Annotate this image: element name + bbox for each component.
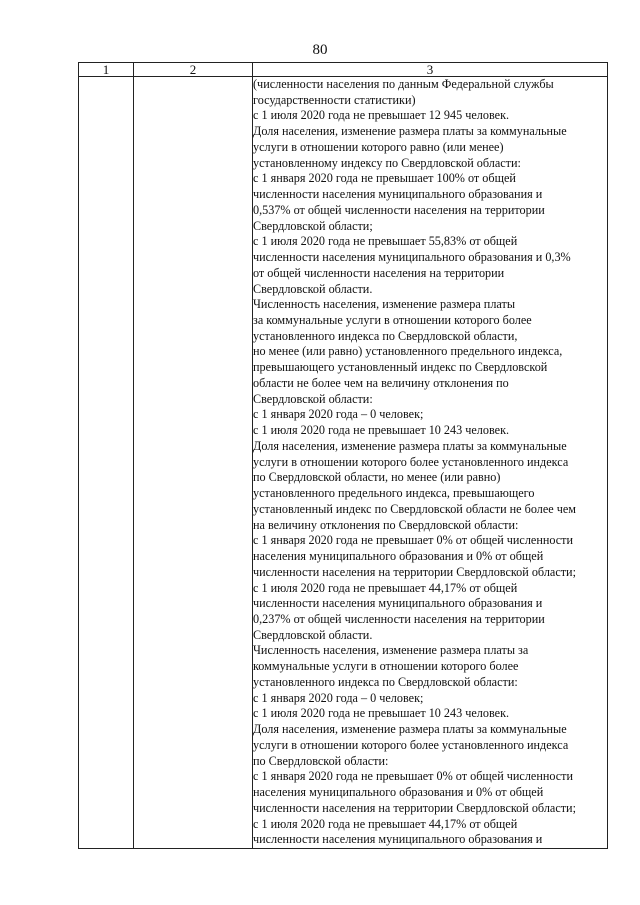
- text-line: по Свердловской области:: [253, 753, 389, 768]
- table-row: [79, 77, 608, 849]
- text-line: с 1 июля 2020 года не превышает 55,83% от общей: [253, 234, 518, 249]
- text-line: численности населения муниципального образования и: [253, 187, 543, 202]
- text-line: установленному индексу по Свердловской области:: [253, 155, 521, 170]
- text-line: с 1 июля 2020 года не превышает 44,17% от общей: [253, 580, 518, 595]
- text-line: Доля населения, изменение размера платы за коммунальные: [253, 722, 567, 737]
- column-header-2: 2: [134, 63, 253, 77]
- text-line: от общей численности населения на территории: [253, 265, 505, 280]
- column-2-cell: [134, 77, 253, 849]
- text-line: услуги в отношении которого более установленного индекса: [253, 737, 569, 752]
- text-line: установленного предельного индекса, превышающего: [253, 486, 535, 501]
- text-line: 0,537% от общей численности населения на территории: [253, 202, 545, 217]
- text-line: с 1 июля 2020 года не превышает 10 243 человек.: [253, 706, 510, 721]
- page-number: 80: [312, 42, 328, 58]
- text-line: Численность населения, изменение размера платы: [253, 297, 516, 312]
- text-line: по Свердловской области, но менее (или равно): [253, 470, 501, 485]
- text-line: населения муниципального образования и 0% от общей: [253, 549, 544, 564]
- text-line: области не более чем на величину отклонения по: [253, 375, 509, 390]
- column-1-cell: [79, 77, 134, 849]
- table-header-row: [79, 63, 608, 77]
- column-3-cell: [253, 77, 608, 849]
- text-line: превышающего установленный индекс по Свердловской: [253, 360, 548, 375]
- text-line: установленного индекса по Свердловской области:: [253, 674, 518, 689]
- text-line: (численности населения по данным Федеральной службы: [253, 77, 554, 91]
- text-line: за коммунальные услуги в отношении которого более: [253, 313, 532, 328]
- text-line: Доля населения, изменение размера платы за коммунальные: [253, 438, 567, 453]
- text-line: услуги в отношении которого более установленного индекса: [253, 454, 569, 469]
- text-line: Свердловской области:: [253, 391, 373, 406]
- text-line: на величину отклонения по Свердловской области:: [253, 517, 519, 532]
- document-table: [78, 62, 608, 849]
- text-line: численности населения муниципального образования и: [253, 596, 543, 611]
- column-header-1: 1: [79, 63, 134, 77]
- text-line: установленный индекс по Свердловской области не более чем: [253, 501, 576, 516]
- text-line: Свердловской области.: [253, 281, 373, 296]
- text-line: Численность населения, изменение размера платы за: [253, 643, 529, 658]
- text-line: услуги в отношении которого равно (или менее): [253, 139, 504, 154]
- text-line: коммунальные услуги в отношении которого более: [253, 659, 519, 674]
- text-line: с 1 января 2020 года – 0 человек;: [253, 407, 424, 422]
- text-line: Свердловской области;: [253, 218, 373, 233]
- text-line: но менее (или равно) установленного предельного индекса,: [253, 344, 563, 359]
- text-line: с 1 июля 2020 года не превышает 12 945 человек.: [253, 108, 510, 123]
- text-line: с 1 января 2020 года не превышает 0% от общей численности: [253, 533, 574, 548]
- text-line: численности населения на территории Свердловской области;: [253, 564, 576, 579]
- text-line: с 1 июля 2020 года не превышает 44,17% от общей: [253, 816, 518, 831]
- text-line: установленного индекса по Свердловской области,: [253, 328, 518, 343]
- text-line: государственности статистики): [253, 92, 416, 107]
- column-header-3: 3: [253, 63, 608, 77]
- text-line: с 1 января 2020 года не превышает 0% от общей численности: [253, 769, 574, 784]
- text-line: численности населения муниципального образования и: [253, 832, 543, 847]
- text-line: с 1 июля 2020 года не превышает 10 243 человек.: [253, 423, 510, 438]
- text-line: численности населения на территории Свердловской области;: [253, 800, 576, 815]
- text-line: населения муниципального образования и 0% от общей: [253, 785, 544, 800]
- text-line: Доля населения, изменение размера платы за коммунальные: [253, 124, 567, 139]
- text-line: с 1 января 2020 года не превышает 100% от общей: [253, 171, 516, 186]
- text-line: численности населения муниципального образования и 0,3%: [253, 250, 571, 265]
- text-line: 0,237% от общей численности населения на территории: [253, 611, 545, 626]
- text-line: Свердловской области.: [253, 627, 373, 642]
- text-line: с 1 января 2020 года – 0 человек;: [253, 690, 424, 705]
